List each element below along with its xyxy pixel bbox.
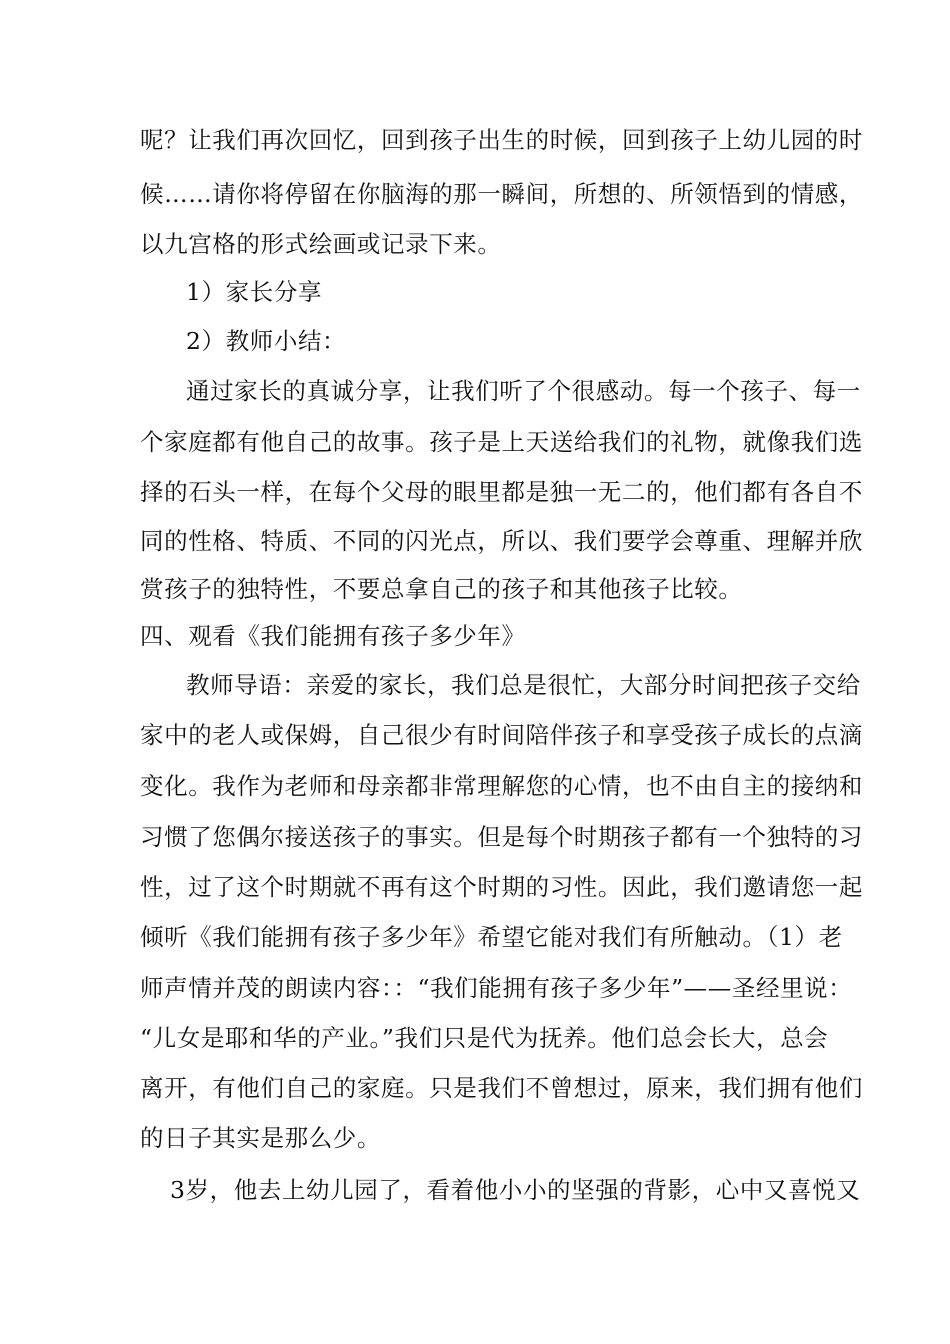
section-heading: 四、观看《我们能拥有孩子多少年》	[140, 622, 526, 650]
text-line-17: 倾听《我们能拥有孩子多少年》希望它能对我们有所触动。（1）老	[140, 923, 843, 951]
text-line-12: 教师导语：亲爱的家长，我们总是很忙，大部分时间把孩子交给	[186, 671, 861, 699]
text-line-9: 同的性格、特质、不同的闪光点，所以、我们要学会尊重、理解并欣	[140, 527, 863, 555]
text-line-3: 以九宫格的形式绘画或记录下来。	[140, 230, 502, 258]
text-line-18: 师声情并茂的朗读内容：：“我们能拥有孩子多少年”——圣经里说：	[140, 974, 853, 1002]
text-line-15: 习惯了您偶尔接送孩子的事实。但是每个时期孩子都有一个独特的习	[140, 823, 863, 851]
text-line-5: 2）教师小结：	[186, 327, 347, 355]
text-line-22: 3岁，他去上幼儿园了，看着他小小的坚强的背影，心中又喜悦又	[170, 1176, 861, 1204]
text-line-19: “儿女是耶和华的产业。”我们只是代为抚养。他们总会长大，总会	[140, 1024, 829, 1052]
text-line-1: 呢？让我们再次回忆，回到孩子出生的时候，回到孩子上幼儿园的时	[140, 126, 863, 154]
text-line-2: 候……请你将停留在你脑海的那一瞬间，所想的、所领悟到的情感，	[140, 180, 863, 208]
text-line-13: 家中的老人或保姆，自己很少有时间陪伴孩子和享受孩子成长的点滴	[140, 721, 863, 749]
text-line-6: 通过家长的真诚分享，让我们听了个很感动。每一个孩子、每一	[186, 377, 861, 405]
text-line-8: 择的石头一样，在每个父母的眼里都是独一无二的，他们都有各自不	[140, 478, 863, 506]
text-line-20: 离开，有他们自己的家庭。只是我们不曾想过，原来，我们拥有他们	[140, 1074, 863, 1102]
text-line-14: 变化。我作为老师和母亲都非常理解您的心情，也不由自主的接纳和	[140, 772, 863, 800]
text-line-21: 的日子其实是那么少。	[140, 1124, 381, 1152]
text-line-10: 赏孩子的独特性，不要总拿自己的孩子和其他孩子比较。	[140, 575, 743, 603]
text-line-16: 性，过了这个时期就不再有这个时期的习性。因此，我们邀请您一起	[140, 873, 863, 901]
text-line-4: 1）家长分享	[186, 278, 323, 306]
text-line-7: 个家庭都有他自己的故事。孩子是上天送给我们的礼物，就像我们选	[140, 428, 863, 456]
